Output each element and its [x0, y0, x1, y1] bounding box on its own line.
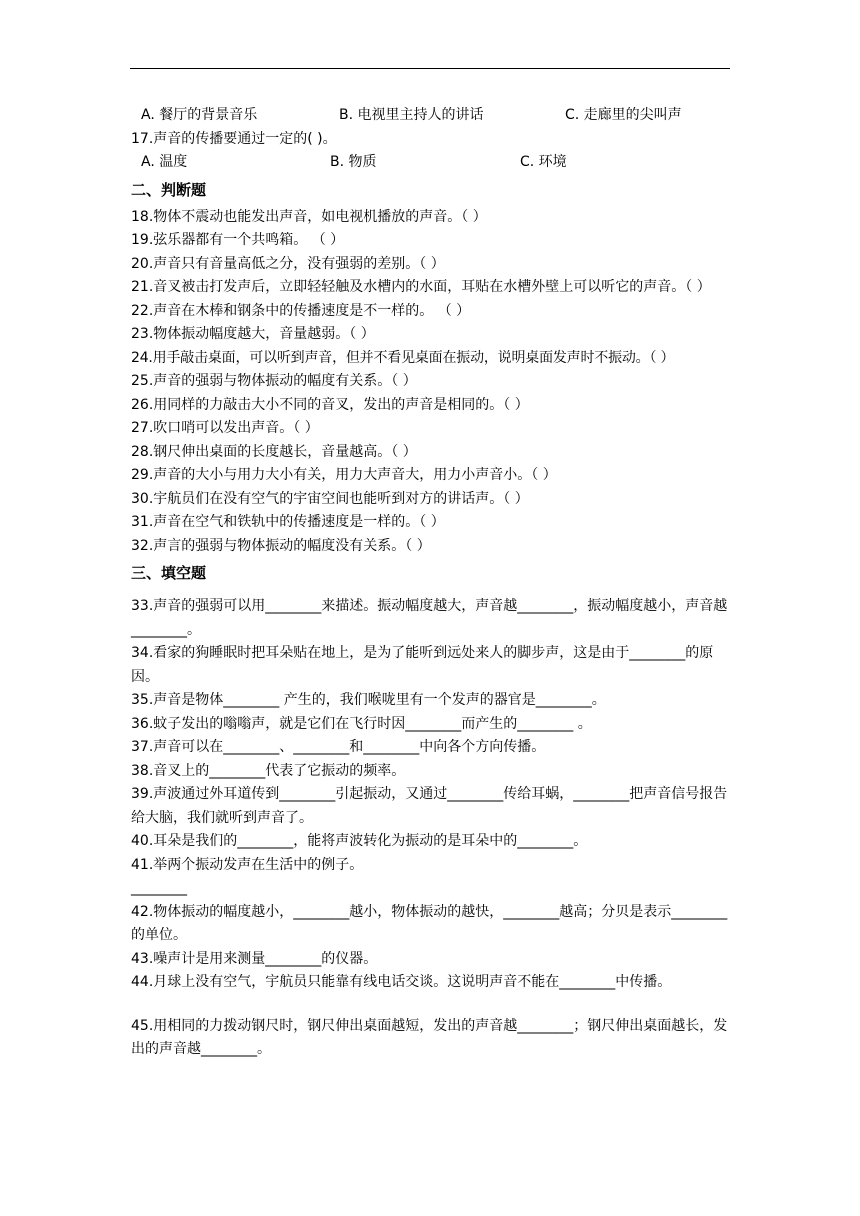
q17-option-c: C. 环境: [520, 154, 567, 170]
question-18: 18.物体不震动也能发出声音，如电视机播放的声音。（ ）: [131, 208, 487, 225]
question-34: 34.看家的狗睡眠时把耳朵贴在地上，是为了能听到远处来人的脚步声，这是由于________的原因。: [131, 645, 714, 685]
question-39: 39.声波通过外耳道传到________引起振动，又通过________传给耳蜗，________把声音信号报告给大脑，我们就听到声音了。: [131, 786, 728, 826]
question-41: 41.举两个振动发声在生活中的例子。: [131, 856, 364, 873]
question-32: 32.声言的强弱与物体振动的幅度没有关系。（ ）: [131, 537, 431, 554]
q17-option-a: A. 温度: [141, 154, 188, 170]
question-44: 44.月球上没有空气，宇航员只能靠有线电话交谈。这说明声音不能在________中传播。: [131, 974, 672, 990]
question-20: 20.声音只有音量高低之分，没有强弱的差别。（ ）: [131, 255, 445, 272]
q17-stem: 17.声音的传播要通过一定的( )。: [131, 130, 337, 147]
section-fill-title: 三、填空题: [131, 564, 207, 582]
section-judge-title: 二、判断题: [131, 180, 207, 199]
question-36: 36.蚊子发出的嗡嗡声，就是它们在飞行时因________而产生的________ 。: [131, 715, 592, 732]
question-42: 42.物体振动的幅度越小，________越小，物体振动的越快，________越高；分贝是表示________的单位。: [131, 903, 728, 943]
question-45: 45.用相同的力拨动钢尺时，钢尺伸出桌面越短，发出的声音越________；钢尺伸出桌面越长，发出的声音越________。: [131, 1017, 728, 1057]
question-21: 21.音叉被击打发声后，立即轻轻触及水槽内的水面，耳贴在水槽外壁上可以听它的声音。（ ）: [131, 279, 711, 295]
q16-option-a: A. 餐厅的背景音乐: [141, 107, 258, 123]
spacer: [131, 995, 731, 1015]
question-40: 40.耳朵是我们的________，能将声波转化为振动的是耳朵中的________。: [131, 833, 588, 849]
header-rule: [130, 68, 730, 69]
question-22: 22.声音在木棒和钢条中的传播速度是不一样的。 （ ）: [131, 302, 471, 319]
q16-option-c: C. 走廊里的尖叫声: [565, 107, 682, 123]
question-28: 28.钢尺伸出桌面的长度越长，音量越高。（ ）: [131, 443, 417, 460]
q16-option-b: B. 电视里主持人的讲话: [339, 107, 484, 123]
question-41-answer-blank: ________: [131, 880, 187, 896]
question-25: 25.声音的强弱与物体振动的幅度有关系。（ ）: [131, 373, 417, 389]
q17-options: [131, 151, 731, 175]
question-31: 31.声音在空气和铁轨中的传播速度是一样的。（ ）: [131, 514, 445, 530]
question-23: 23.物体振动幅度越大，音量越弱。（ ）: [131, 326, 375, 342]
question-27: 27.吹口哨可以发出声音。（ ）: [131, 420, 319, 436]
q16-options: [131, 104, 731, 128]
question-43: 43.噪声计是用来测量________的仪器。: [131, 950, 378, 967]
question-30: 30.宇航员们在没有空气的宇宙空间也能听到对方的讲话声。（ ）: [131, 490, 529, 507]
question-38: 38.音叉上的________代表了它振动的频率。: [131, 762, 406, 779]
question-35: 35.声音是物体________ 产生的，我们喉咙里有一个发声的器官是________。: [131, 692, 606, 708]
q17-option-b: B. 物质: [330, 154, 377, 170]
exam-content: [131, 104, 731, 1062]
question-19: 19.弦乐器都有一个共鸣箱。 （ ）: [131, 232, 345, 248]
question-37: 37.声音可以在________、________和________中向各个方向传播。: [131, 739, 546, 755]
question-26: 26.用同样的力敲击大小不同的音叉，发出的声音是相同的。（ ）: [131, 396, 529, 413]
question-24: 24.用手敲击桌面，可以听到声音，但并不看见桌面在振动，说明桌面发声时不振动。（ ）: [131, 349, 675, 366]
question-33: 33.声音的强弱可以用________来描述。振动幅度越大，声音越________，振动幅度越小，声音越________。: [131, 598, 728, 638]
question-29: 29.声音的大小与用力大小有关，用力大声音大，用力小声音小。（ ）: [131, 467, 557, 483]
